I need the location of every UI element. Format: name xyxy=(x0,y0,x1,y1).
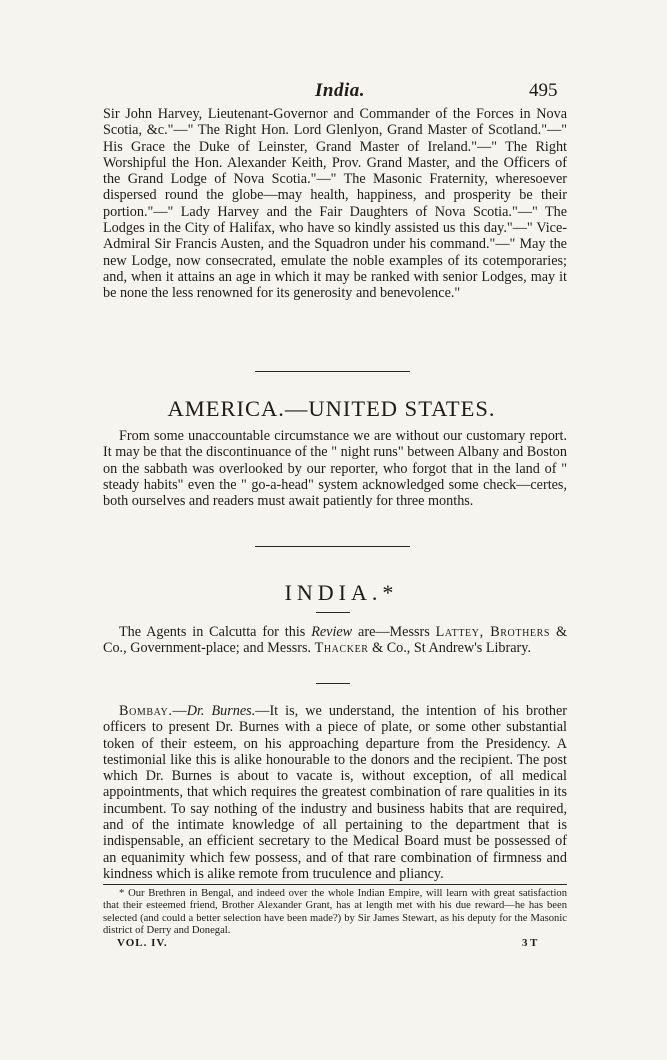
agents-text-pre: The Agents in Calcutta for this xyxy=(119,624,312,640)
volume-signature: VOL. IV. xyxy=(117,937,168,949)
bombay-subject: Dr. Burnes. xyxy=(186,703,256,719)
running-head-title: India. xyxy=(315,80,365,101)
agent-name-thacker: Thacker xyxy=(314,640,369,657)
agents-text-mid: are—Messrs xyxy=(352,624,436,640)
bombay-lead: Bombay. xyxy=(119,703,173,719)
agent-name-lattey: Lattey, Brothers xyxy=(435,624,551,640)
bombay-paragraph xyxy=(103,703,567,882)
page-number: 495 xyxy=(529,80,558,101)
section-divider xyxy=(255,371,410,372)
agents-text-mid2: & Co., Government-place; and Messrs. xyxy=(103,624,567,657)
short-divider xyxy=(316,612,350,613)
agents-paragraph xyxy=(103,624,567,657)
short-divider xyxy=(316,683,350,684)
running-head xyxy=(0,80,667,104)
footnote: * Our Brethren in Bengal, and indeed over the whole Indian Empire, will learn with great satisfaction that their esteemed friend, Brother Alexander Grant, has at length met with his due reward—he has been selected (and could a better selection have been made?) by Sir James Stewart, as his deputy for the Masonic district of Derry and Donegal. xyxy=(103,888,567,937)
america-paragraph: From some unaccountable circumstance we are without our customary report. It may be that the discontinuance of the " night runs" between Albany and Boston on the sabbath was overlooked by our reporter, who forgot that in the land of " steady habits" even the " go-a-head" system acknowledged some check—certes, both ourselves and readers must await patiently for three months. xyxy=(103,428,567,510)
bombay-text: —It is, we understand, the intention of his brother officers to present Dr. Burnes with a piece of plate, or some other substantial token of their esteem, on his approaching departure from the Presidency. A testimonial like this is alike honourable to the donors and the recipient. The post which Dr. Burnes is about to vacate is, without exception, of all medical appointments, that which requires the greatest combination of rare qualities in its incumbent. To say nothing of the industry and business habits that are required, and of the intimate knowledge of all pertaining to the department that is indispensable, an efficient secretary to the Medical Board must be possessed of an equanimity which few possess, and of that rare combination of firmness and kindness which is alike remote from truculence and pliancy. xyxy=(103,703,568,882)
india-heading: INDIA.* xyxy=(284,580,399,605)
section-divider xyxy=(255,546,410,547)
sheet-signature: 3 T xyxy=(522,937,538,949)
footnote-rule xyxy=(103,884,567,885)
review-title: Review xyxy=(311,624,353,640)
agents-text-post: & Co., St Andrew's Library. xyxy=(368,640,531,657)
bombay-dash: — xyxy=(172,703,187,719)
america-heading: AMERICA.—UNITED STATES. xyxy=(167,396,496,421)
lodge-toasts-paragraph: Sir John Harvey, Lieutenant-Governor and Commander of the Forces in Nova Scotia, &c."—" The Right Hon. Lord Glenlyon, Grand Master of Scotland."—" His Grace the Duke of Leinster, Grand Master of Ireland."—" The Right Worshipful the Hon. Alexander Keith, Prov. Grand Master, and the Officers of the Grand Lodge of Nova Scotia."—" The Masonic Fraternity, wheresoever dispersed round the globe—may health, happiness, and prosperity be their portion."—" Lady Harvey and the Fair Daughters of Nova Scotia."—" The Lodges in the City of Halifax, who have so kindly assisted us this day."—" Vice-Admiral Sir Francis Austen, and the Squadron under his command."—" May the new Lodge, now consecrated, emulate the noble examples of its cotemporaries; and, when it attains an age in which it may be ranked with senior Lodges, may it be none the less renowned for its generosity and benevolence." xyxy=(103,106,567,302)
